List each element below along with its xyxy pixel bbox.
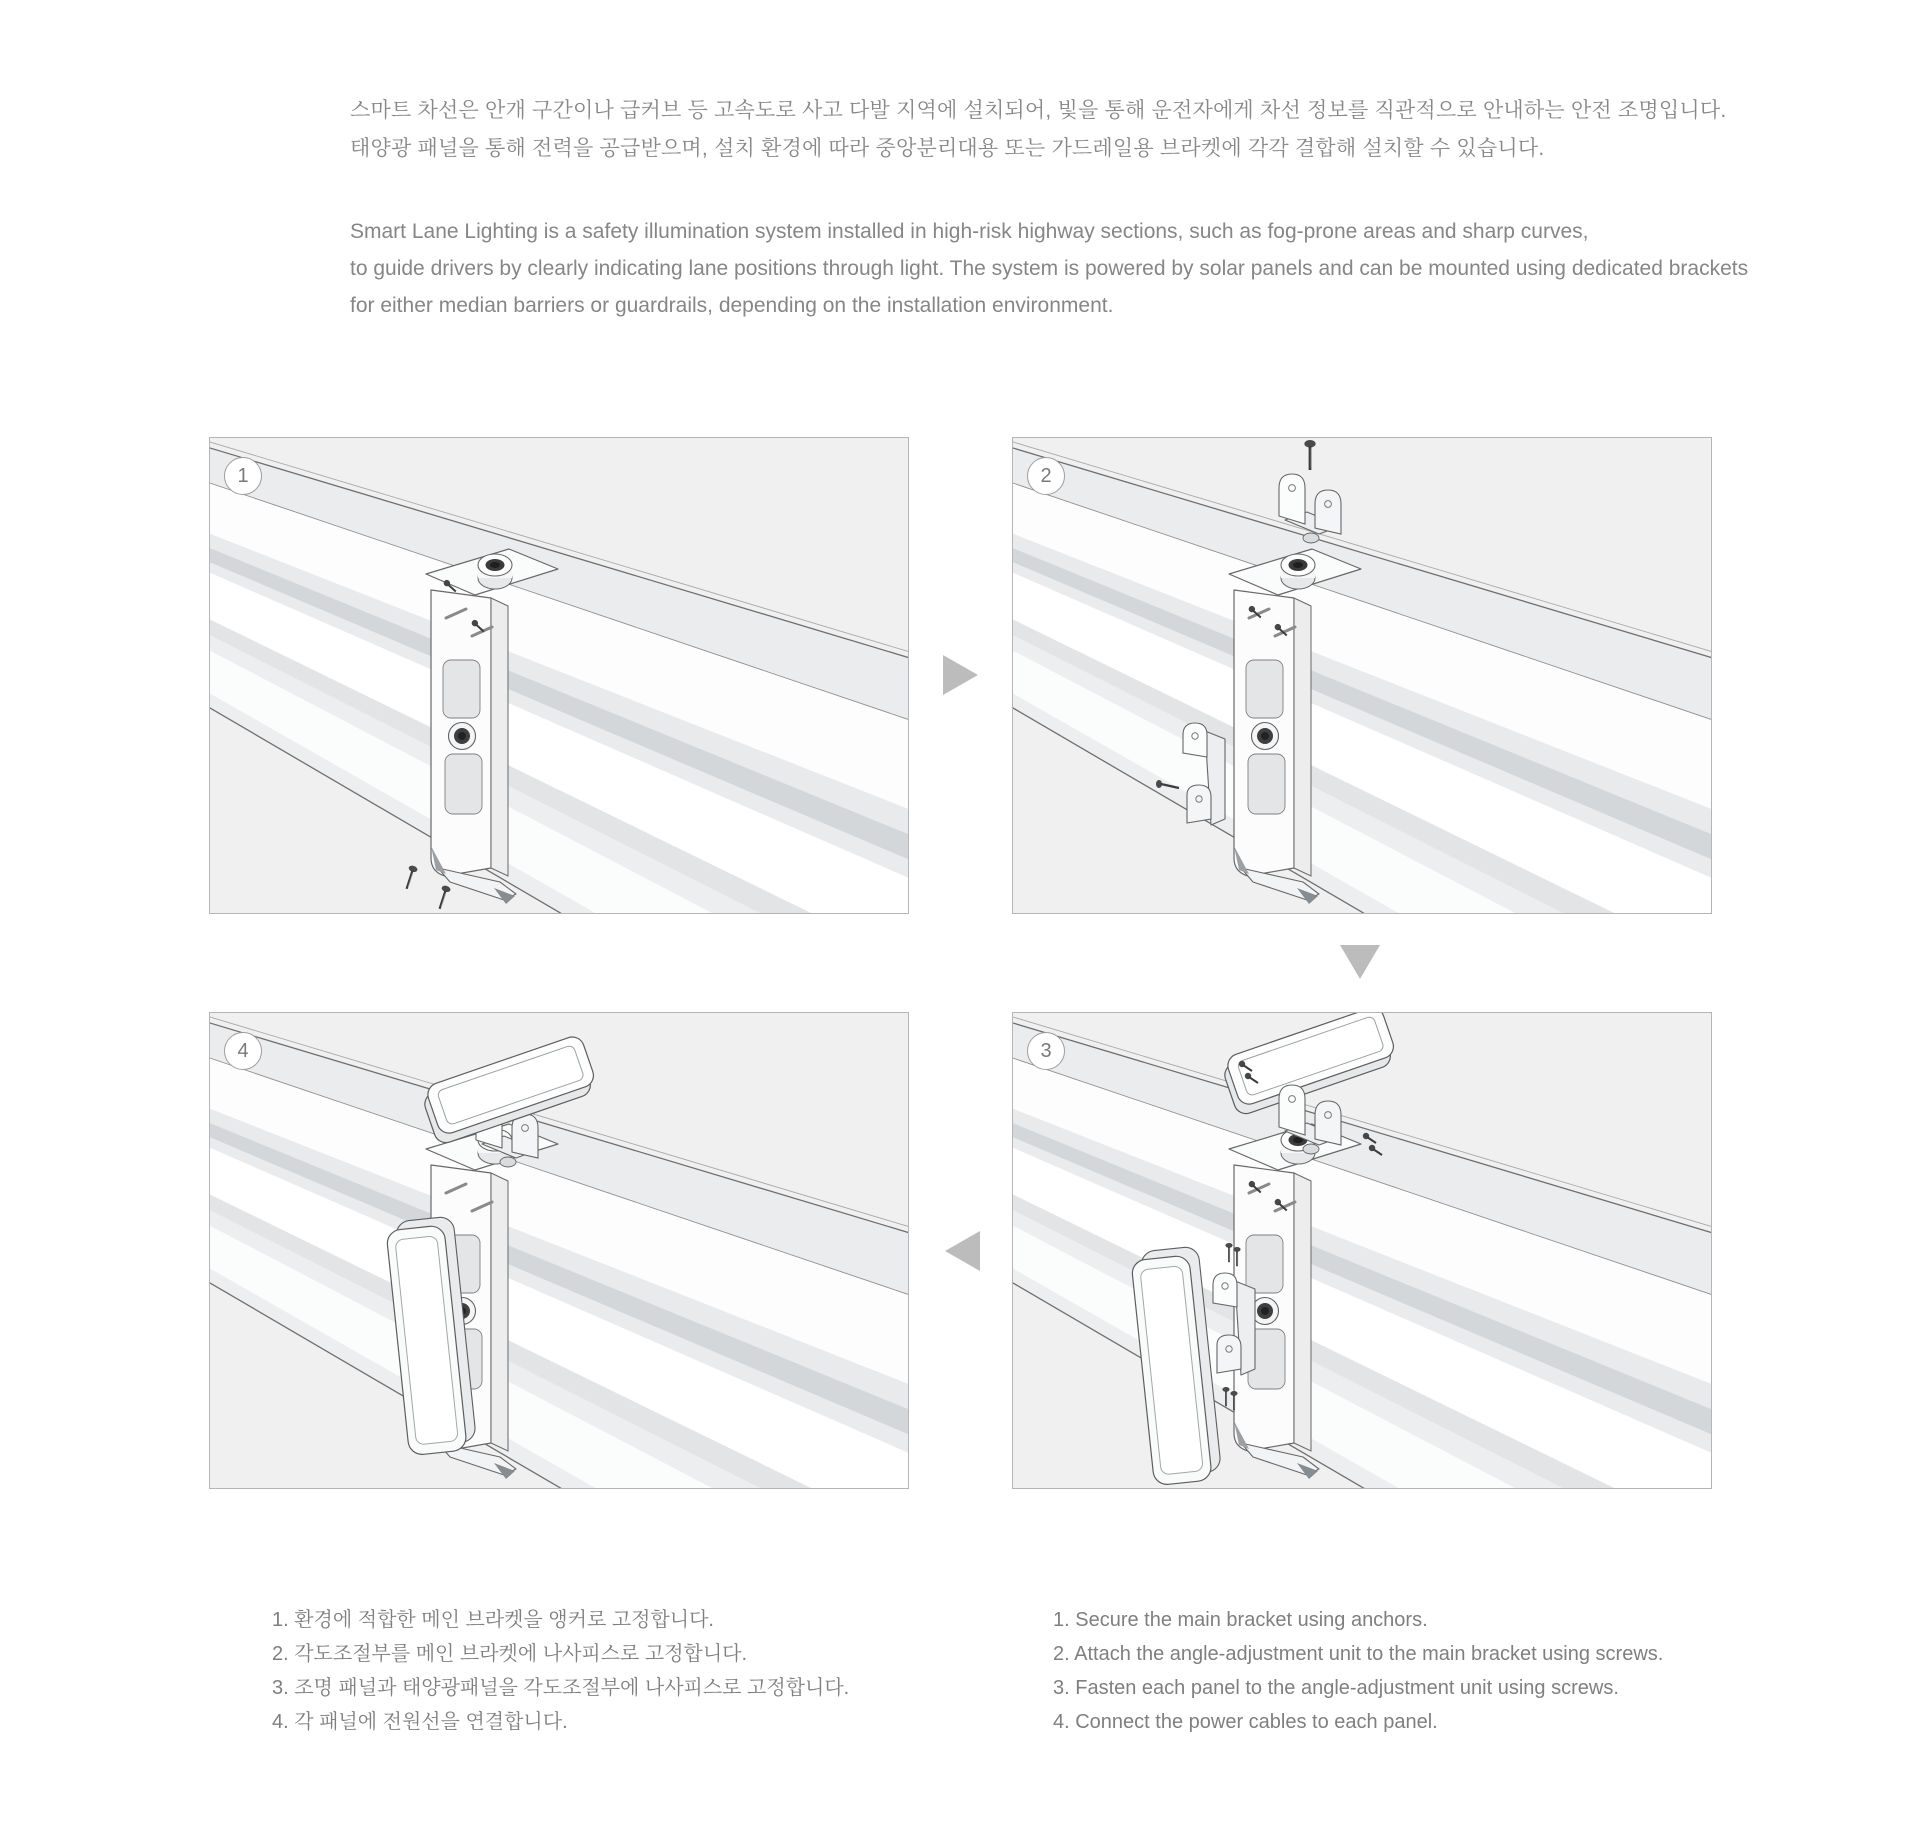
step-number-badge: 2 xyxy=(1027,457,1065,495)
assembled-unit-illustration xyxy=(210,1013,908,1488)
instruction-english-item: 3. Fasten each panel to the angle-adjustment unit using screws. xyxy=(1053,1677,1619,1699)
step-panel-3 xyxy=(1012,1012,1712,1489)
angle-adjustment-attachment-illustration xyxy=(1013,438,1711,913)
instruction-korean-item: 2. 각도조절부를 메인 브라켓에 나사피스로 고정합니다. xyxy=(272,1643,748,1665)
intro-english-line: for either median barriers or guardrails, depending on the installation environment. xyxy=(350,294,1114,317)
instruction-korean-item: 1. 환경에 적합한 메인 브라켓을 앵커로 고정합니다. xyxy=(272,1609,714,1631)
guardrail-main-bracket-illustration xyxy=(210,438,908,913)
step-number-badge: 1 xyxy=(224,457,262,495)
panel-fastening-illustration xyxy=(1013,1013,1711,1488)
instruction-english-item: 1. Secure the main bracket using anchors. xyxy=(1053,1609,1428,1631)
intro-korean-line: 스마트 차선은 안개 구간이나 급커브 등 고속도로 사고 다발 지역에 설치되어, 빛을 통해 운전자에게 차선 정보를 직관적으로 안내하는 안전 조명입니다. xyxy=(350,99,1727,122)
step-panel-2 xyxy=(1012,437,1712,914)
instruction-english-item: 2. Attach the angle-adjustment unit to the main bracket using screws. xyxy=(1053,1643,1664,1665)
arrow-left-icon xyxy=(945,1231,980,1271)
step-panel-4 xyxy=(209,1012,909,1489)
step-number-badge: 3 xyxy=(1027,1032,1065,1070)
step-number-badge: 4 xyxy=(224,1032,262,1070)
intro-english-line: Smart Lane Lighting is a safety illumination system installed in high-risk highway sections, such as fog-prone areas and sharp curves, xyxy=(350,220,1589,243)
intro-english-paragraph xyxy=(350,213,1748,324)
instruction-english-item: 4. Connect the power cables to each panel. xyxy=(1053,1711,1438,1733)
arrow-down-icon xyxy=(1340,945,1380,979)
instruction-korean-item: 3. 조명 패널과 태양광패널을 각도조절부에 나사피스로 고정합니다. xyxy=(272,1677,850,1699)
instructions-english-list xyxy=(1053,1603,1663,1739)
step-panel-1 xyxy=(209,437,909,914)
intro-english-line: to guide drivers by clearly indicating lane positions through light. The system is powered by solar panels and can be mounted using dedicated brackets xyxy=(350,257,1749,280)
intro-korean-paragraph xyxy=(350,92,1726,168)
instruction-korean-item: 4. 각 패널에 전원선을 연결합니다. xyxy=(272,1711,568,1733)
arrow-right-icon xyxy=(943,655,978,695)
instructions-korean-list xyxy=(272,1603,849,1739)
intro-korean-line: 태양광 패널을 통해 전력을 공급받으며, 설치 환경에 따라 중앙분리대용 또는 가드레일용 브라켓에 각각 결합해 설치할 수 있습니다. xyxy=(350,137,1545,160)
